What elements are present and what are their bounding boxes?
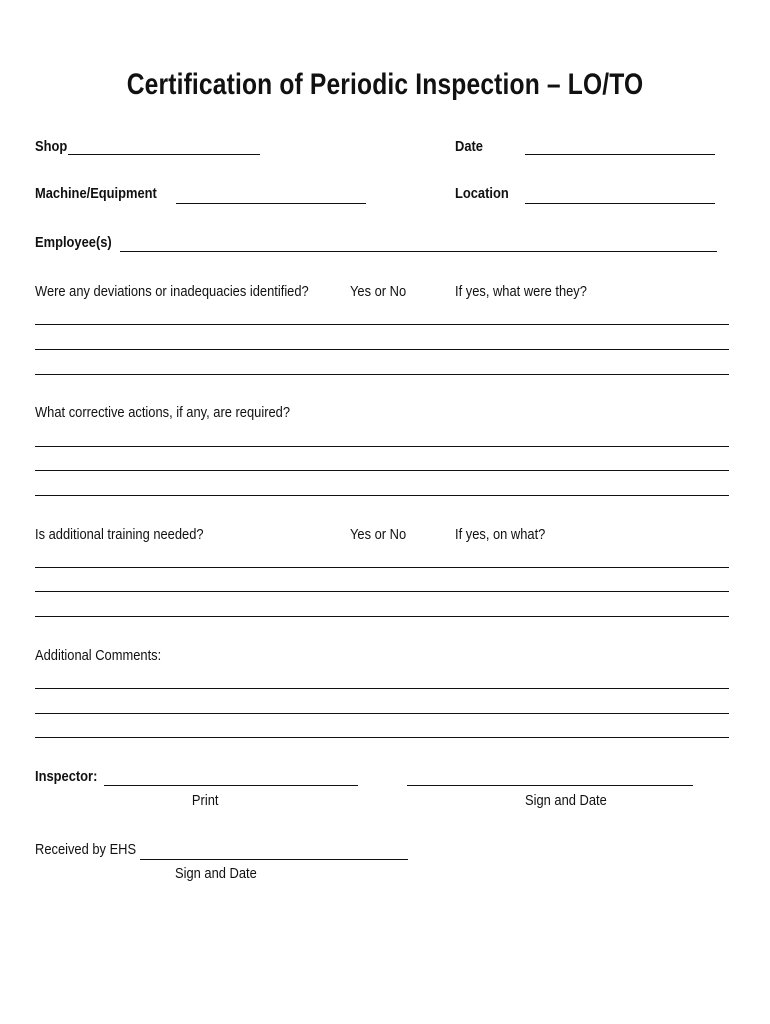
employees-field[interactable] xyxy=(120,251,717,252)
deviations-question: Were any deviations or inadequacies identified? xyxy=(35,283,309,300)
corrective-question: What corrective actions, if any, are required? xyxy=(35,404,291,421)
deviations-yes-no: Yes or No xyxy=(350,283,407,300)
location-label: Location xyxy=(455,185,509,202)
date-field[interactable] xyxy=(525,154,715,155)
comments-answer-line[interactable] xyxy=(35,688,729,689)
deviations-answer-line[interactable] xyxy=(35,374,729,375)
deviations-answer-line[interactable] xyxy=(35,349,729,350)
corrective-answer-line[interactable] xyxy=(35,446,729,447)
received-sign-caption: Sign and Date xyxy=(175,865,257,882)
training-answer-line[interactable] xyxy=(35,591,729,592)
comments-answer-line[interactable] xyxy=(35,737,729,738)
employees-label: Employee(s) xyxy=(35,234,112,251)
inspector-sign-caption: Sign and Date xyxy=(525,792,607,809)
training-answer-line[interactable] xyxy=(35,616,729,617)
deviations-followup: If yes, what were they? xyxy=(455,283,587,300)
deviations-answer-line[interactable] xyxy=(35,324,729,325)
inspector-print-field[interactable] xyxy=(104,785,358,786)
comments-answer-line[interactable] xyxy=(35,713,729,714)
shop-field[interactable] xyxy=(68,154,260,155)
comments-label: Additional Comments: xyxy=(35,647,162,664)
page-title: Certification of Periodic Inspection – LO/TO xyxy=(126,68,644,101)
training-followup: If yes, on what? xyxy=(455,526,546,543)
corrective-answer-line[interactable] xyxy=(35,495,729,496)
received-label: Received by EHS xyxy=(35,841,137,858)
shop-label: Shop xyxy=(35,138,68,155)
training-answer-line[interactable] xyxy=(35,567,729,568)
inspector-sign-field[interactable] xyxy=(407,785,693,786)
training-question: Is additional training needed? xyxy=(35,526,204,543)
machine-field[interactable] xyxy=(176,203,366,204)
print-caption: Print xyxy=(191,792,219,809)
machine-label: Machine/Equipment xyxy=(35,185,157,202)
location-field[interactable] xyxy=(525,203,715,204)
training-yes-no: Yes or No xyxy=(350,526,407,543)
date-label: Date xyxy=(455,138,483,155)
inspector-label: Inspector: xyxy=(35,768,98,785)
received-sign-field[interactable] xyxy=(140,859,408,860)
corrective-answer-line[interactable] xyxy=(35,470,729,471)
